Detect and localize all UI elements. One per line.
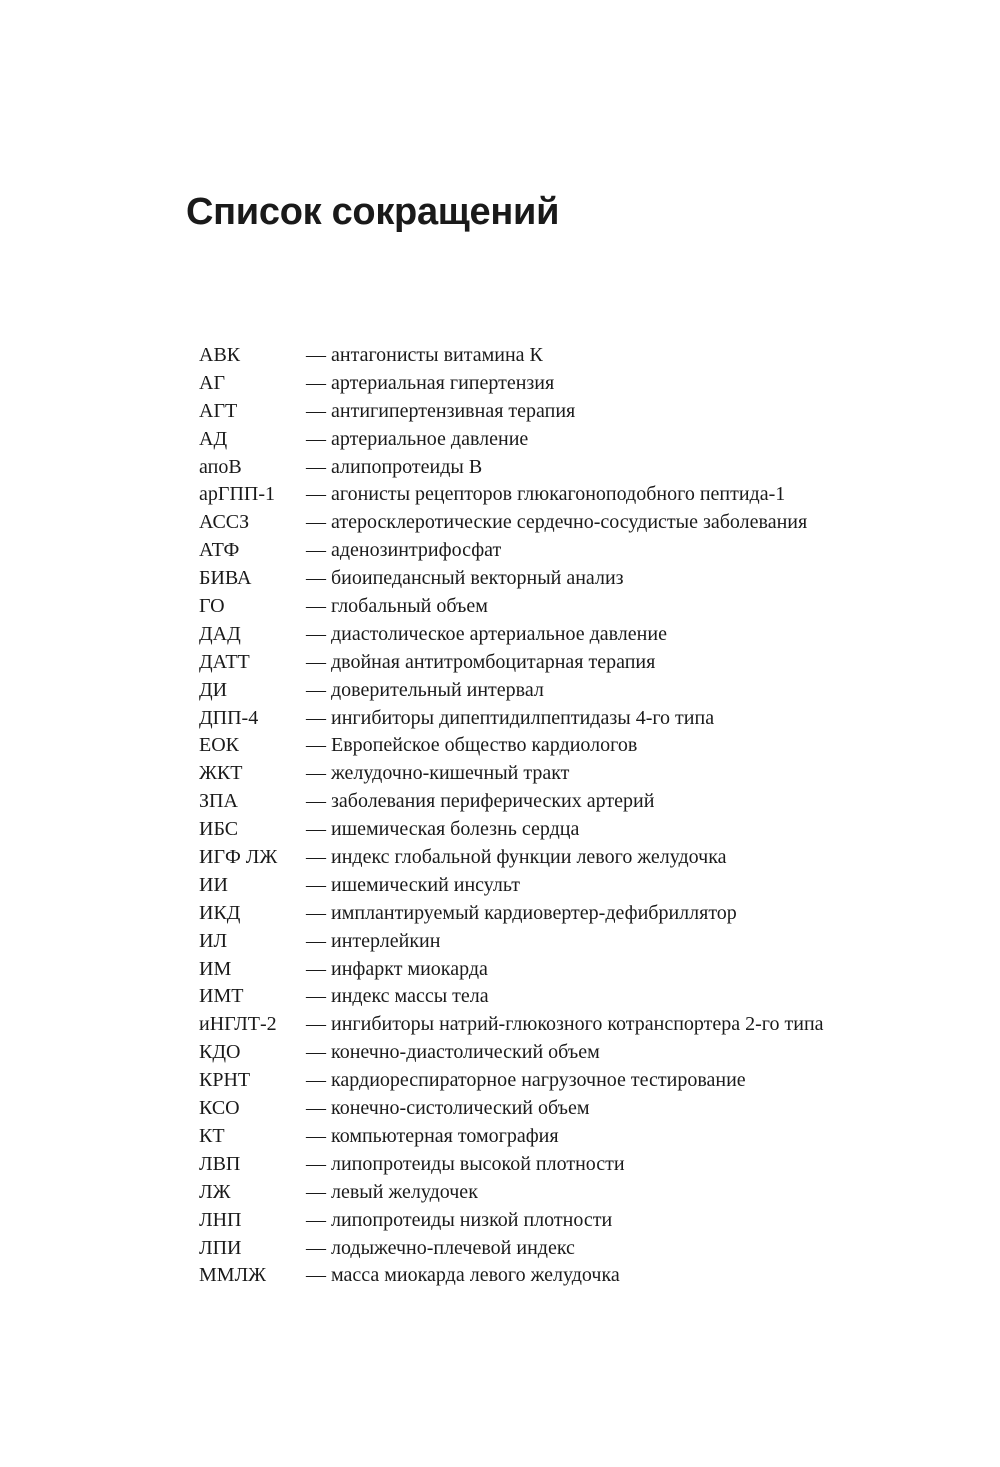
abbreviation-term: ЗПА [199,790,238,813]
abbreviation-definition: — липопротеиды низкой плотности [306,1208,613,1231]
abbreviation-definition: — антагонисты витамина К [306,344,543,366]
abbreviation-term: БИВА [199,567,252,590]
abbreviation-row [199,454,959,482]
abbreviation-row [199,621,959,649]
abbreviation-term: АГТ [199,399,238,422]
abbreviation-row [199,1207,959,1235]
abbreviation-term: ИИ [199,873,228,896]
abbreviation-term: КТ [199,1124,225,1147]
abbreviation-row [199,398,959,426]
abbreviation-term: ИГФ ЛЖ [199,846,278,869]
abbreviation-row [199,705,959,733]
abbreviation-term: арГПП-1 [199,483,275,506]
abbreviation-row [199,1011,959,1039]
abbreviation-definition: — алипопротеиды В [306,455,483,478]
abbreviation-term: КРНТ [199,1069,251,1092]
abbreviation-term: КДО [199,1041,241,1064]
abbreviation-definition: — интерлейкин [306,929,441,952]
abbreviation-term: АТФ [199,539,240,562]
abbreviation-row [199,983,959,1011]
abbreviation-definition: — ишемическая болезнь сердца [306,818,580,841]
abbreviation-definition: — имплантируемый кардиовертер-дефибриллятор [306,901,737,924]
abbreviation-row [199,900,959,928]
abbreviation-term: ЛВП [199,1152,241,1175]
abbreviation-term: ММЛЖ [199,1264,267,1287]
abbreviation-row [199,537,959,565]
abbreviation-term: КСО [199,1097,240,1120]
abbreviation-term: ДАТТ [199,650,250,673]
abbreviation-term: ГО [199,595,225,618]
abbreviation-definition: — конечно-диастолический объем [306,1041,600,1064]
abbreviation-row [199,481,959,509]
abbreviation-term: ЕОК [199,734,239,757]
abbreviation-definition: — инфаркт миокарда [306,957,488,980]
abbreviation-definition: — Европейское общество кардиологов [306,734,638,757]
abbreviation-term: ЖКТ [199,762,243,785]
abbreviation-row [199,426,959,454]
abbreviation-definition: — агонисты рецепторов глюкагоноподобного пептида-1 [306,483,786,506]
abbreviation-row [199,1095,959,1123]
abbreviation-term: ИЛ [199,929,228,952]
abbreviation-definition: — левый желудочек [306,1180,478,1203]
abbreviation-definition: — желудочно-кишечный тракт [306,762,570,785]
abbreviation-row [199,788,959,816]
abbreviation-definition: — заболевания периферических артерий [306,790,655,813]
abbreviation-term: ЛЖ [199,1180,231,1203]
abbreviation-definition: — лодыжечно-плечевой индекс [306,1236,575,1259]
abbreviation-definition: — глобальный объем [306,595,488,618]
abbreviation-row [199,1151,959,1179]
abbreviation-term: АВК [199,344,241,366]
abbreviation-row [199,816,959,844]
abbreviation-row [199,872,959,900]
abbreviation-definition: — масса миокарда левого желудочка [306,1264,620,1287]
abbreviation-definition: — антигипертензивная терапия [306,399,576,422]
abbreviation-definition: — ингибиторы дипептидилпептидазы 4-го типа [306,706,715,729]
abbreviation-row [199,370,959,398]
abbreviation-definition: — индекс глобальной функции левого желудочка [306,846,727,869]
abbreviation-term: ДИ [199,678,228,701]
abbreviation-row [199,1179,959,1207]
abbreviation-term: ЛПИ [199,1236,242,1259]
abbreviation-list [199,342,959,1290]
abbreviation-term: АССЗ [199,511,250,534]
abbreviation-row [199,732,959,760]
page-title: Список сокращений [186,191,560,233]
abbreviation-row [199,1235,959,1263]
abbreviation-definition: — аденозинтрифосфат [306,539,502,562]
abbreviation-term: ИМ [199,957,232,980]
abbreviation-term: ИКД [199,901,241,924]
abbreviation-definition: — доверительный интервал [306,678,544,701]
abbreviation-row [199,342,959,370]
abbreviation-row [199,1123,959,1151]
abbreviation-definition: — конечно-систолический объем [306,1097,590,1120]
abbreviation-definition: — липопротеиды высокой плотности [306,1152,625,1175]
abbreviation-row [199,677,959,705]
abbreviation-row [199,1039,959,1067]
abbreviation-definition: — кардиореспираторное нагрузочное тестирование [306,1069,746,1092]
abbreviation-definition: — ингибиторы натрий-глюкозного котранспортера 2-го типа [306,1013,824,1036]
abbreviation-definition: — ишемический инсульт [306,873,520,896]
abbreviation-row [199,509,959,537]
abbreviation-row [199,928,959,956]
abbreviation-row [199,1262,959,1290]
abbreviation-row [199,844,959,872]
abbreviation-row [199,1067,959,1095]
abbreviation-term: иНГЛТ-2 [199,1013,277,1036]
abbreviation-definition: — артериальное давление [306,427,529,450]
abbreviation-definition: — компьютерная томография [306,1124,559,1147]
abbreviation-row [199,593,959,621]
abbreviation-term: ДАД [199,622,241,645]
abbreviation-term: ЛНП [199,1208,242,1231]
abbreviation-definition: — биоипедансный векторный анализ [306,567,624,590]
abbreviation-row [199,956,959,984]
abbreviation-row [199,565,959,593]
abbreviation-term: АГ [199,371,226,394]
abbreviation-definition: — двойная антитромбоцитарная терапия [306,650,656,673]
abbreviation-definition: — артериальная гипертензия [306,371,555,394]
abbreviation-row [199,649,959,677]
abbreviation-term: апоВ [199,455,242,478]
abbreviation-definition: — диастолическое артериальное давление [306,622,667,645]
abbreviation-term: ИМТ [199,985,244,1008]
abbreviation-definition: — индекс массы тела [306,985,489,1008]
abbreviation-term: АД [199,427,228,450]
abbreviation-definition: — атеросклеротические сердечно-сосудистые заболевания [306,511,808,534]
abbreviation-term: ДПП-4 [199,706,259,729]
abbreviation-term: ИБС [199,818,239,841]
abbreviation-row [199,760,959,788]
